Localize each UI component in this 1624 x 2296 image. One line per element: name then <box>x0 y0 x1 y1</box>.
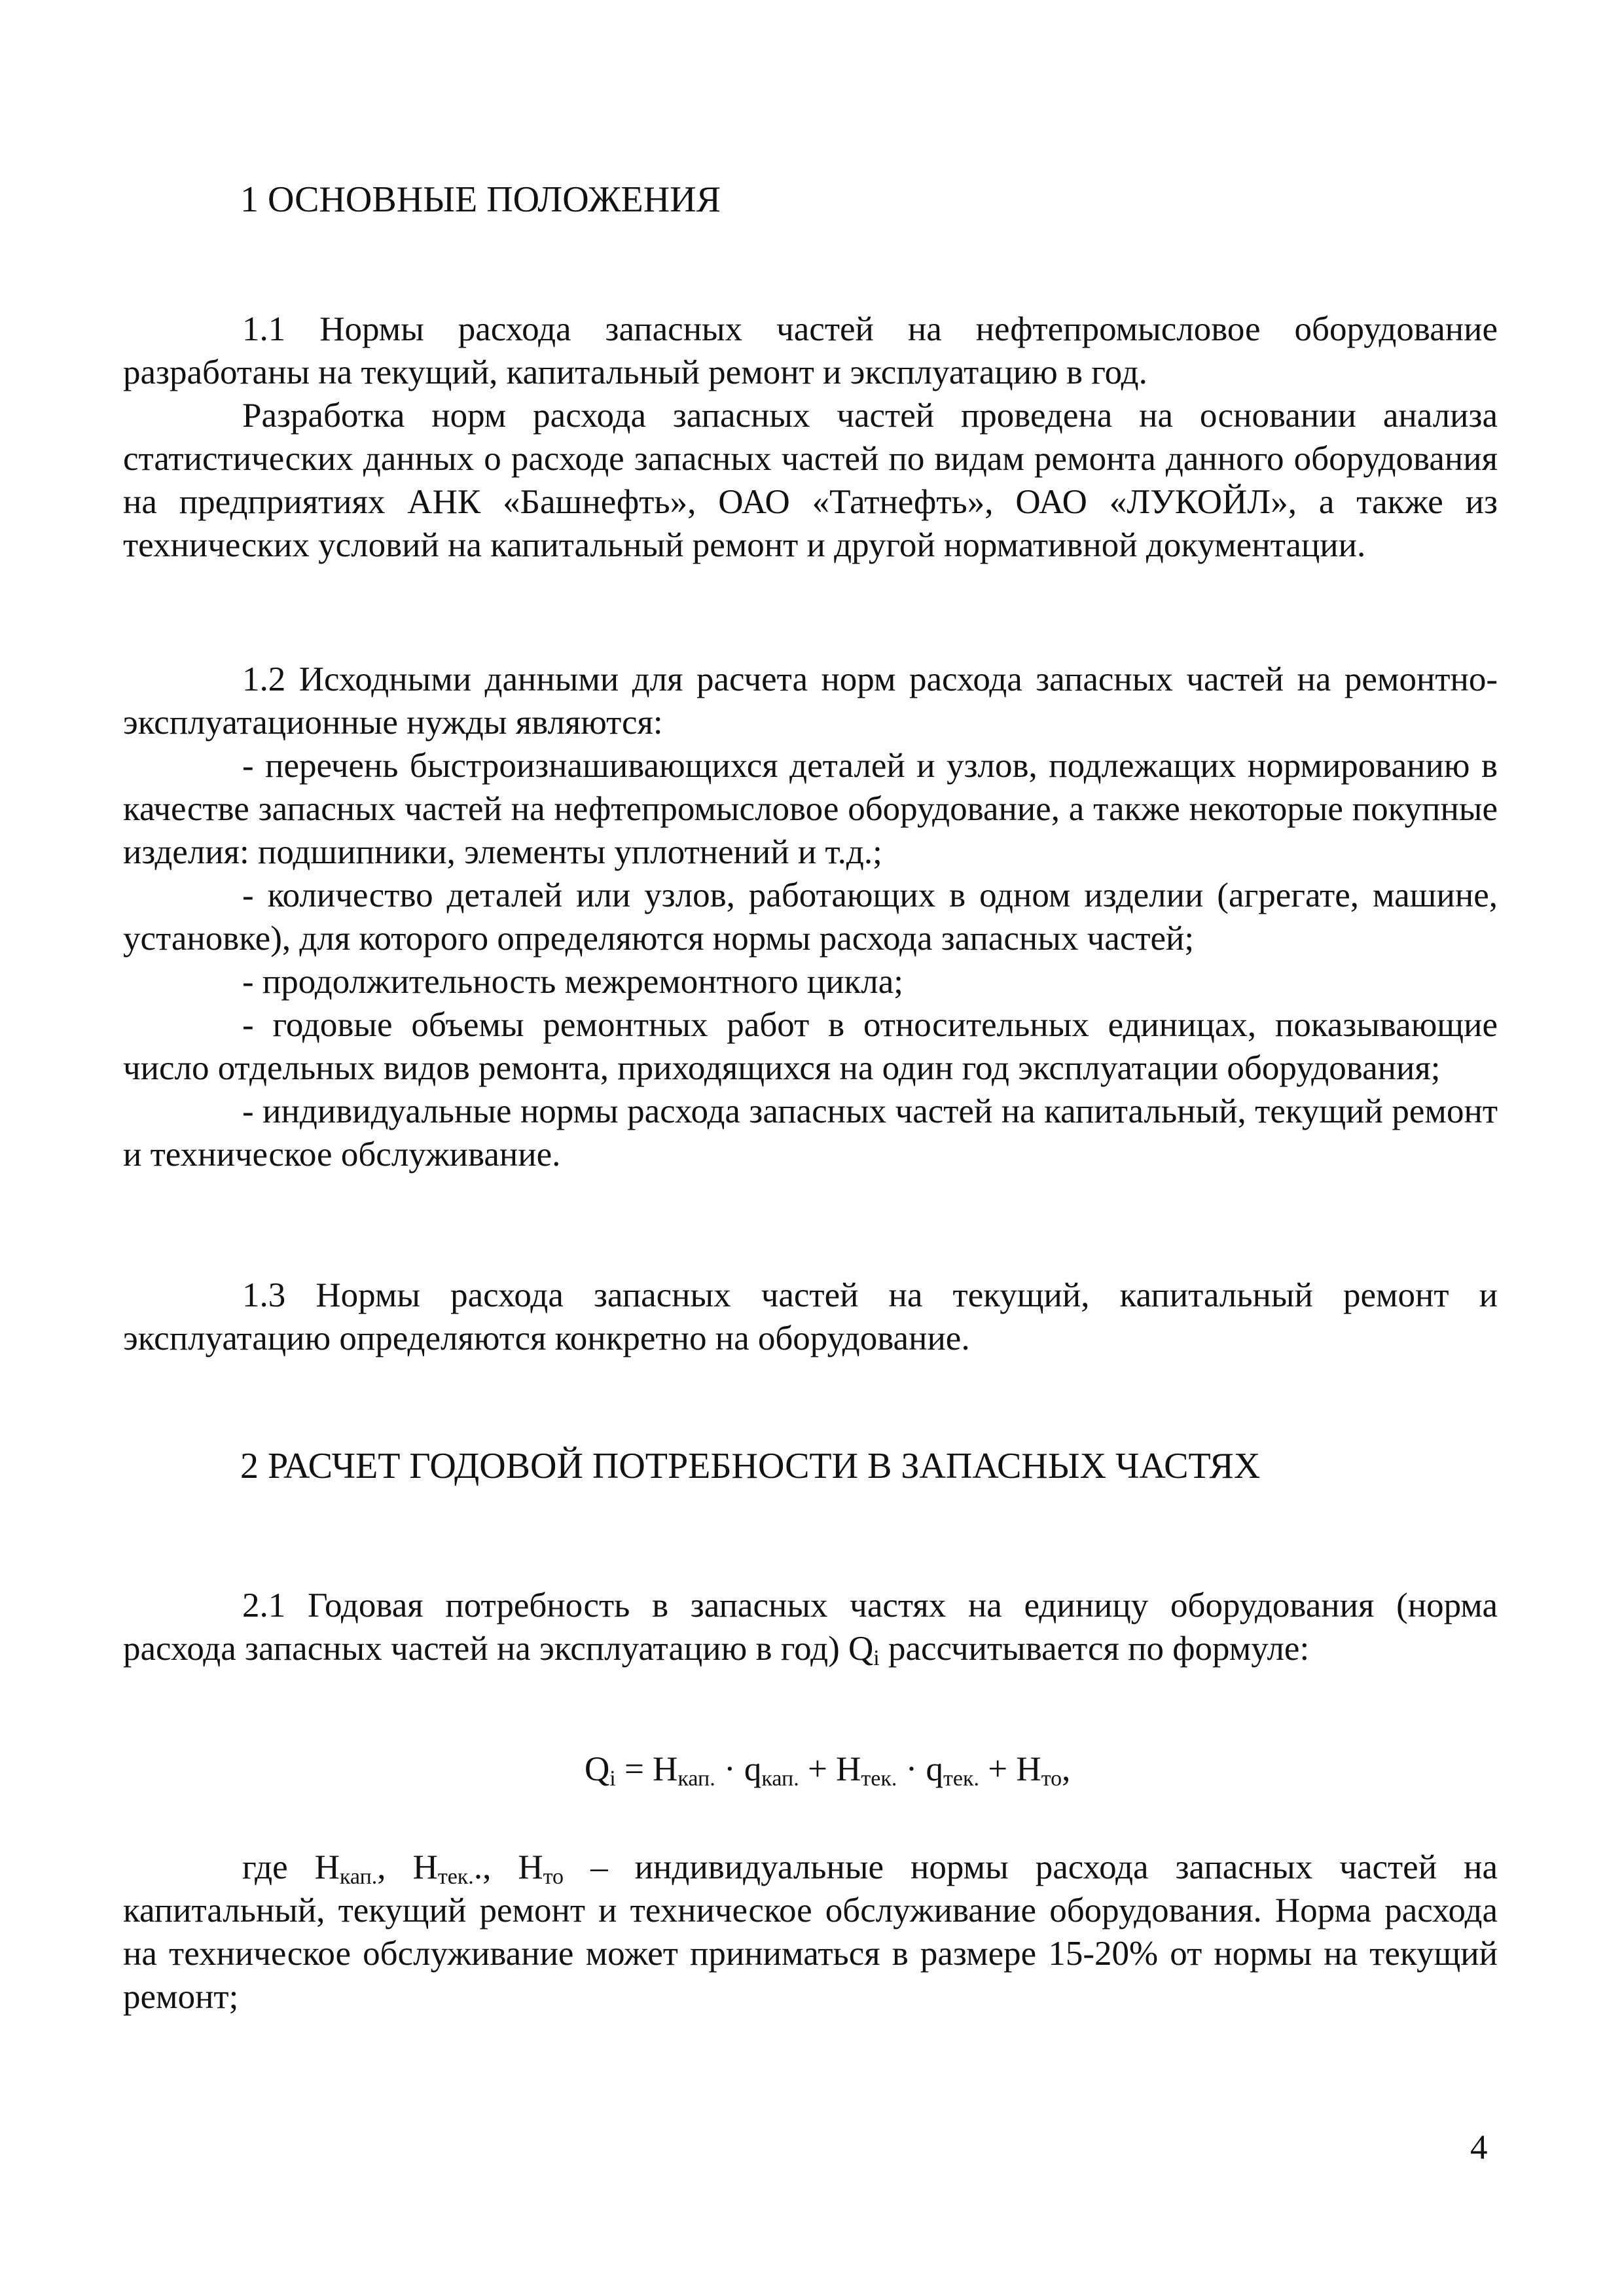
where-h-to: H <box>518 1848 543 1886</box>
paragraph-2-1-end: рассчитывается по формуле: <box>879 1630 1310 1668</box>
where-h-kap: H <box>314 1848 340 1886</box>
where-kap-sub: кап. <box>339 1865 378 1889</box>
formula-dot: · <box>715 1750 744 1788</box>
list-item: - годовые объемы ремонтных работ в относительных единицах, показывающие число отдельных видов ремонта, приходящихся на один год эксплуатации оборудования; <box>123 1006 1498 1087</box>
list-item: - продолжительность межремонтного цикла; <box>242 963 904 1001</box>
formula-kap-sub: кап. <box>761 1767 799 1791</box>
section-2-heading: 2 РАСЧЕТ ГОДОВОЙ ПОТРЕБНОСТИ В ЗАПАСНЫХ ЧАСТЯХ <box>240 1446 1261 1486</box>
paragraph-1-1-continued: Разработка норм расхода запасных частей проведена на основании анализа статистических данных о расходе запасных частей по видам ремонта данного оборудования на предприятиях АНК «Башнефть», ОАО «Татнефть», ОАО «ЛУКОЙЛ», а также из технических условий на капитальный ремонт и другой нормативной документации. <box>123 397 1498 564</box>
where-to-sub: то <box>543 1865 564 1889</box>
where-start: где <box>242 1848 315 1886</box>
formula <box>585 1748 1070 1791</box>
formula-plus: + <box>799 1750 837 1788</box>
list-item: - индивидуальные нормы расхода запасных частей на капитальный, текущий ремонт и техническое обслуживание. <box>123 1092 1498 1174</box>
formula-kap-sub: кап. <box>677 1767 715 1791</box>
section-1-heading: 1 ОСНОВНЫЕ ПОЛОЖЕНИЯ <box>240 179 721 220</box>
formula-tek-sub: тек. <box>861 1767 897 1791</box>
formula-equals: = <box>615 1750 653 1788</box>
where-tek-sub: тек. <box>437 1865 474 1889</box>
formula-h-kap: H <box>653 1750 678 1788</box>
formula-q-kap: q <box>744 1750 762 1788</box>
where-sep: ., <box>473 1848 518 1886</box>
formula-h-to: H <box>1016 1750 1041 1788</box>
formula-plus: + <box>979 1750 1017 1788</box>
paragraph-1-3: 1.3 Нормы расхода запасных частей на текущий, капитальный ремонт и эксплуатацию определяются конкретно на оборудование. <box>123 1276 1498 1357</box>
section-2-1 <box>123 1584 1498 1670</box>
section-1-3 <box>123 1274 1498 1360</box>
paragraph-2-1-text: 2.1 Годовая потребность в запасных частях на единицу оборудования (норма расхода запасных частей на эксплуатацию в год) Q <box>123 1587 1498 1668</box>
where-h-tek: H <box>412 1848 438 1886</box>
paragraph-1-2: 1.2 Исходными данными для расчета норм расхода запасных частей на ремонтно-эксплуатационные нужды являются: <box>123 660 1498 742</box>
formula-to-sub: то <box>1041 1767 1062 1791</box>
formula-q-tek: q <box>926 1750 944 1788</box>
formula-q: Q <box>585 1750 610 1788</box>
list-item: - количество деталей или узлов, работающих в одном изделии (агрегате, машине, установке), для которого определяются нормы расхода запасных частей; <box>123 876 1498 958</box>
section-1-1 <box>123 308 1498 567</box>
where-paragraph <box>123 1846 1498 2018</box>
formula-q-sub: i <box>609 1767 616 1791</box>
page-number: 4 <box>1470 2128 1488 2166</box>
q-subscript: i <box>873 1646 880 1670</box>
formula-tek-sub: тек. <box>943 1767 980 1791</box>
where-sep: , <box>377 1848 413 1886</box>
where-rest: – индивидуальные нормы расхода запасных частей на капитальный, текущий ремонт и техническое обслуживание оборудования. Норма расхода на техническое обслуживание может приниматься в размере 15-20% от нормы на текущий ремонт; <box>123 1848 1498 2016</box>
paragraph-2-1 <box>123 1584 1498 1670</box>
list-item: - перечень быстроизнашивающихся деталей и узлов, подлежащих нормированию в качестве запасных частей на нефтепромысловое оборудование, а также некоторые покупные изделия: подшипники, элементы уплотнений и т.д.; <box>123 747 1498 871</box>
formula-h-tek: H <box>836 1750 861 1788</box>
formula-explanation <box>123 1846 1498 2018</box>
section-1-2 <box>123 658 1498 1176</box>
formula-comma: , <box>1062 1750 1071 1788</box>
paragraph-1-1: 1.1 Нормы расхода запасных частей на нефтепромысловое оборудование разработаны на текущий, капитальный ремонт и эксплуатацию в год. <box>123 310 1498 391</box>
formula-dot: · <box>897 1750 926 1788</box>
